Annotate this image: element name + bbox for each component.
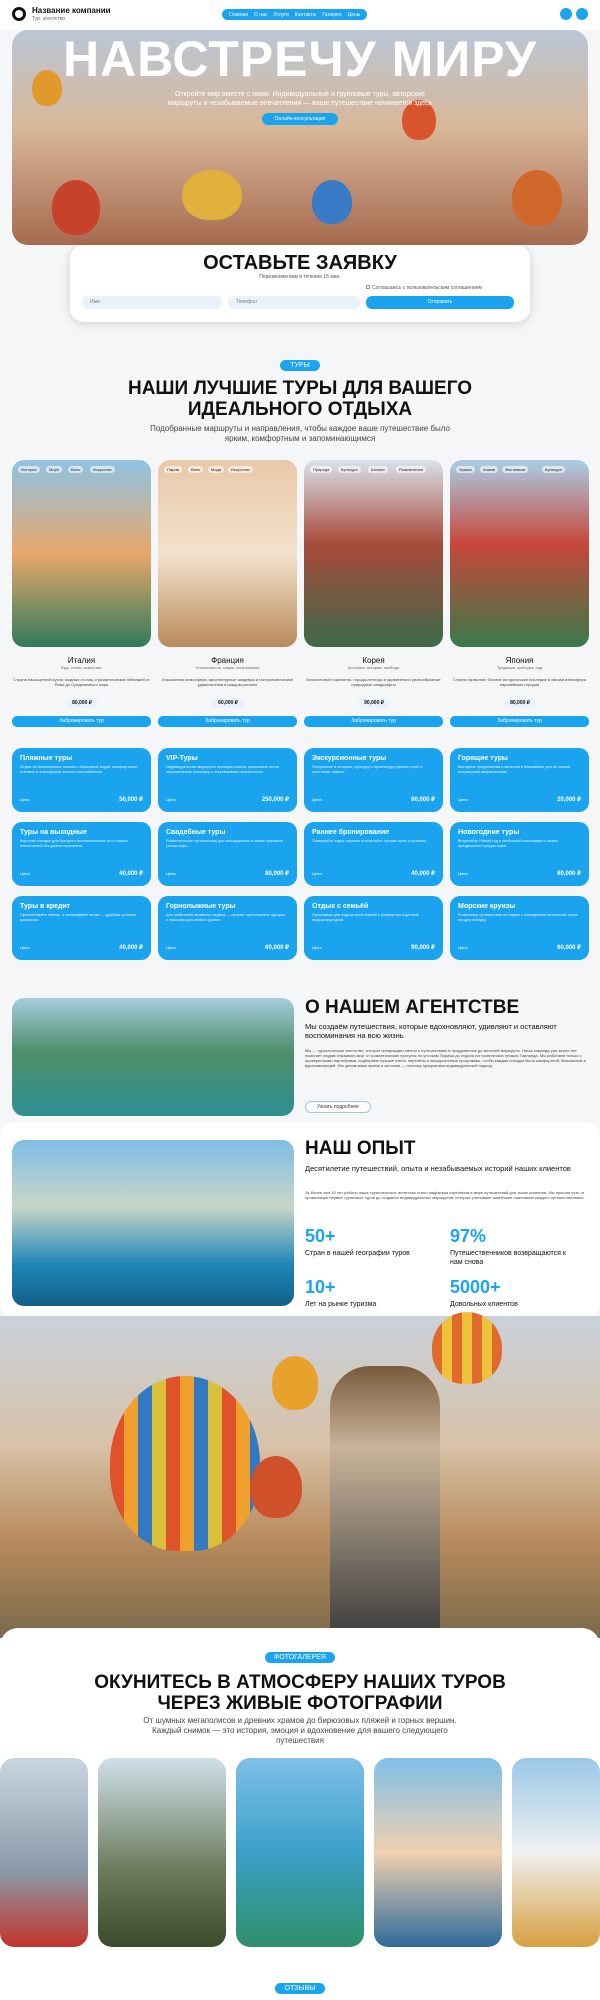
consultation-button[interactable]: Онлайн-консультация xyxy=(262,113,338,125)
tour-card-price: 250,000 ₽ xyxy=(261,797,289,803)
tour-card-title: Раннее бронирование xyxy=(312,829,390,836)
tour-card-price: 80,000 ₽ xyxy=(265,871,289,877)
tour-card-price: 60,000 ₽ xyxy=(265,945,289,951)
country-text: Страна гармонии: богатое историческое наследие и мягкая атмосфера европейских городов xyxy=(453,677,586,687)
reviews-badge: ОТЗЫВЫ xyxy=(275,1983,325,1994)
experience-lead: Десятилетие путешествий, опыта и незабываемых историй наших клиентов xyxy=(305,1164,571,1173)
tour-card[interactable] xyxy=(12,896,151,960)
tour-card-title: Горнолыжные туры xyxy=(166,903,236,910)
stat-number: 50+ xyxy=(305,1226,336,1246)
balloon-icon xyxy=(52,180,100,235)
tour-card-desc: Выгодные предложения с вылетом в ближайшие дни по самым популярным направлениям. xyxy=(458,765,571,774)
nav-item-services[interactable]: Услуги xyxy=(273,11,289,18)
country-card-france[interactable] xyxy=(158,460,297,647)
tag: Париж xyxy=(164,466,182,473)
tag: Шопинг xyxy=(368,466,388,473)
tour-card[interactable] xyxy=(12,822,151,886)
tour-card-title: Свадебные туры xyxy=(166,829,226,836)
tour-card-desc: Планируйте отдых заранее и получайте лучшие цены и условия. xyxy=(312,839,427,843)
nav-item-prices[interactable]: Цены xyxy=(347,11,361,18)
tour-card-price: 90,000 ₽ xyxy=(411,945,435,951)
tag: Культура xyxy=(542,466,565,473)
phone-field[interactable]: Телефон xyxy=(228,296,360,309)
gallery-subtitle: От шумных мегаполисов и древних храмов до бирюзовых пляжей и горных вершин. Каждый снимок — это история, эмоция и вдохновение для вашего следующего путешествия xyxy=(143,1716,457,1745)
country-card-italy[interactable] xyxy=(12,460,151,647)
main-nav xyxy=(222,9,367,20)
book-tour-button[interactable]: Забронировать тур xyxy=(450,716,589,727)
tag: Культура xyxy=(338,466,361,473)
balloon-icon xyxy=(432,1312,502,1384)
nav-item-home[interactable]: Главная xyxy=(229,11,249,18)
tour-card-desc: Программы для отдыха всей семьей с комфортом и детской инфраструктурой. xyxy=(312,913,419,922)
country-name: Корея xyxy=(362,656,385,665)
tour-card-title: Экскурсионные туры xyxy=(312,755,387,762)
logo-icon[interactable] xyxy=(12,7,26,21)
gallery-photo[interactable] xyxy=(98,1758,226,1947)
form-subtitle: Перезвоним вам в течение 15 мин. xyxy=(259,274,341,280)
tour-card-price-label: Цена xyxy=(20,797,30,802)
experience-title: НАШ ОПЫТ xyxy=(305,1138,416,1159)
country-price: 80,000 ₽ xyxy=(66,698,98,708)
balloon-icon xyxy=(512,170,562,226)
name-field[interactable]: Имя xyxy=(82,296,222,309)
country-text: Бесконечные горизонты, города-легенды и удивительно разнообразные природные ландшафты xyxy=(306,677,441,687)
tag: Вино xyxy=(68,466,83,473)
gallery-photo[interactable] xyxy=(0,1758,88,1947)
book-tour-button[interactable]: Забронировать тур xyxy=(304,716,443,727)
balloons-photo xyxy=(0,1316,600,1638)
tour-card-desc: Погружение в историю, культуру и архитектуру разных стран с опытными гидами. xyxy=(312,765,423,774)
tour-card-title: Пляжные туры xyxy=(20,755,73,762)
stat-number: 5000+ xyxy=(450,1277,501,1297)
tour-card-price-label: Цена xyxy=(20,945,30,950)
tour-card-title: Горящие туры xyxy=(458,755,508,762)
about-text: Мы — туристическое агентство, которое превращает мечты о путешествиях в продуманные до мелочей маршруты. Наша команда уже много лет помогает людям открывать мир: от романтических прогулок по улочкам Парижа до отдыха на тропических пляжах Таиланда. Мы работаем только с проверенными партнёрами, подбираем лучшие отели, перелёты и экскурсионные программы, чтобы каждая поездка была комфортной, безопасной и вдохновляющей. Мы ценим ваше время и желания — поэтому предлагаем индивидуальный подход. xyxy=(305,1048,586,1068)
country-card-japan[interactable] xyxy=(450,460,589,647)
tour-card-desc: Путешествуйте сейчас, а оплачивайте позже — удобные условия рассрочки. xyxy=(20,913,137,922)
country-price: 90,000 ₽ xyxy=(358,698,390,708)
tour-card[interactable] xyxy=(450,822,589,886)
tour-card-price: 60,000 ₽ xyxy=(411,797,435,803)
tag: Развлечения xyxy=(396,466,426,473)
consent-checkbox[interactable] xyxy=(366,285,370,289)
tag: Искусство xyxy=(228,466,253,473)
country-name: Япония xyxy=(505,656,534,665)
tour-card-desc: Для любителей активного отдыха — лучшие горнолыжные курорты с трассами для любого уровня. xyxy=(166,913,286,922)
about-title: О НАШЕМ АГЕНТСТВЕ xyxy=(305,997,520,1018)
tour-card-price: 20,000 ₽ xyxy=(557,797,581,803)
tour-card-title: Туры в кредит xyxy=(20,903,71,910)
tour-card-desc: Романтические путешествия для молодоженов в самые красивые уголки мира. xyxy=(166,839,283,848)
gallery-photo[interactable] xyxy=(512,1758,600,1947)
tour-card-title: Новогодние туры xyxy=(458,829,520,836)
hero-title: НАВСТРЕЧУ МИРУ xyxy=(62,31,538,87)
tour-card-price: 40,000 ₽ xyxy=(119,871,143,877)
tour-card[interactable] xyxy=(12,748,151,812)
tour-card-price-label: Цена xyxy=(458,871,468,876)
country-desc: Контраст, история, свобода xyxy=(347,665,400,670)
balloon-icon xyxy=(312,180,352,224)
stat-label: Стран в нашей географии туров xyxy=(305,1250,410,1257)
consent-label: Соглашаюсь с пользовательским соглашением xyxy=(372,285,482,291)
balloon-icon xyxy=(272,1356,318,1410)
stat-label: Довольных клиентов xyxy=(450,1301,518,1308)
tour-card[interactable] xyxy=(450,896,589,960)
country-desc: Традиции, культура, сад xyxy=(496,665,543,670)
about-image xyxy=(12,998,294,1116)
tour-card[interactable] xyxy=(450,748,589,812)
tour-card-desc: Короткие поездки для быстрого восстановления сил и новых впечатлений без долгих перелетов. xyxy=(20,839,128,848)
nav-item-gallery[interactable]: Галерея xyxy=(322,11,342,18)
tour-card-price: 40,000 ₽ xyxy=(119,945,143,951)
company-tagline: Тур. агентство xyxy=(32,16,66,22)
tour-card-price-label: Цена xyxy=(20,871,30,876)
tour-card-title: Туры на выходные xyxy=(20,829,87,836)
tour-card-desc: Роскошные путешествия по морям с посещением нескольких стран за одну поездку. xyxy=(458,913,578,922)
tour-card[interactable] xyxy=(304,896,443,960)
tag: Искусство xyxy=(90,466,115,473)
company-name: Название компании xyxy=(32,6,111,15)
tour-card-price-label: Цена xyxy=(166,871,176,876)
country-desc: Утонченность, шарм, гастрономия xyxy=(195,665,260,670)
tag: Мода xyxy=(208,466,224,473)
tour-card[interactable] xyxy=(158,748,297,812)
tour-card[interactable] xyxy=(304,748,443,812)
country-name: Италия xyxy=(67,656,96,665)
gallery-title: ОКУНИТЕСЬ В АТМОСФЕРУ НАШИХ ТУРОВ ЧЕРЕЗ ЖИВЫЕ ФОТОГРАФИИ xyxy=(94,1672,506,1714)
tour-card-title: VIP-Туры xyxy=(166,755,198,762)
tour-card-price-label: Цена xyxy=(166,797,176,802)
tour-card-price-label: Цена xyxy=(458,945,468,950)
tour-card-price-label: Цена xyxy=(312,871,322,876)
tour-card[interactable] xyxy=(304,822,443,886)
country-card-korea[interactable] xyxy=(304,460,443,647)
gallery-badge: ФОТОГАЛЕРЕЯ xyxy=(265,1652,335,1663)
stat-label: Путешественников возвращаются к нам снова xyxy=(450,1250,566,1266)
balloon-icon xyxy=(110,1376,260,1551)
nav-item-contacts[interactable]: Контакты xyxy=(294,11,317,18)
balloon-icon xyxy=(250,1456,302,1518)
about-lead: Мы создаём путешествия, которые вдохновляют, удивляют и оставляют воспоминания на всю жизнь xyxy=(305,1022,557,1040)
gallery-photo[interactable] xyxy=(374,1758,502,1947)
balloon-icon xyxy=(182,170,242,220)
country-price: 60,000 ₽ xyxy=(212,698,244,708)
tag: Храмы xyxy=(456,466,475,473)
learn-more-button[interactable]: Узнать подробнее xyxy=(305,1101,371,1113)
stat-number: 97% xyxy=(450,1226,487,1246)
tour-card[interactable] xyxy=(158,896,297,960)
tour-card-price-label: Цена xyxy=(166,945,176,950)
book-tour-button[interactable]: Забронировать тур xyxy=(12,716,151,727)
tour-card[interactable] xyxy=(158,822,297,886)
phone-icon[interactable] xyxy=(560,8,572,20)
messenger-icon[interactable] xyxy=(576,8,588,20)
country-name: Франция xyxy=(211,656,244,665)
tours-subtitle: Подобранные маршруты и направления, чтобы каждое ваше путешествие было ярким, комфортным и запоминающимся xyxy=(150,424,450,443)
tour-card-price: 50,000 ₽ xyxy=(119,797,143,803)
tour-card-price: 60,000 ₽ xyxy=(557,945,581,951)
tour-card-desc: Встречайте Новый год в необычной атмосфере в самых праздничных городах мира. xyxy=(458,839,558,848)
tag: Море xyxy=(46,466,62,473)
stat-number: 10+ xyxy=(305,1277,336,1297)
tag: История xyxy=(18,466,40,473)
tour-card-price: 40,000 ₽ xyxy=(411,871,435,877)
tag: Фестивали xyxy=(502,466,528,473)
nav-item-about[interactable]: О нас xyxy=(254,11,268,18)
country-text: Страна насыщенной кухни, модных столиц и романтических пейзажей от Рима до Средиземного моря xyxy=(13,677,150,687)
gallery-photo[interactable] xyxy=(236,1758,364,1947)
form-title: ОСТАВЬТЕ ЗАЯВКУ xyxy=(203,252,397,274)
tour-card-desc: Отдых на белоснежных пляжах с бирюзовой водой, комфортными отелями и атмосферой полного расслабления. xyxy=(20,765,138,774)
tag: Природа xyxy=(310,466,332,473)
tag: Аниме xyxy=(480,466,498,473)
tour-card-price: 60,000 ₽ xyxy=(557,871,581,877)
country-price: 80,000 ₽ xyxy=(504,698,536,708)
traveler-figure xyxy=(330,1366,440,1638)
stat-label: Лет на рынке туризма xyxy=(305,1301,377,1308)
tours-title: НАШИ ЛУЧШИЕ ТУРЫ ДЛЯ ВАШЕГО ИДЕАЛЬНОГО ОТДЫХА xyxy=(127,378,472,420)
tour-card-desc: Индивидуальные маршруты премиум-класса, роскошные отели, персональный трансфер и эксклюзивные впечатления. xyxy=(166,765,280,774)
book-tour-button[interactable]: Забронировать тур xyxy=(158,716,297,727)
hero-subtitle: Откройте мир вместе с нами. Индивидуальные и групповые туры, авторские маршруты и незабываемые впечатления — ваше путешествие начинается здесь xyxy=(167,91,433,107)
tour-card-price-label: Цена xyxy=(312,945,322,950)
experience-image xyxy=(12,1140,294,1306)
submit-button[interactable]: Отправить xyxy=(366,296,514,309)
tag: Вино xyxy=(188,466,203,473)
tour-card-title: Отдых с семьёй xyxy=(312,903,369,910)
country-desc: Еда, стиль, искусство xyxy=(61,665,102,670)
experience-text: За более чем 10 лет работы наше туристическое агентство стало надёжным партнёром в мире путешествий для тысяч клиентов. Мы прошли путь от организации первых групповых туров до создания индивидуальных маршрутов, которые учитывают малейшие пожелания каждого путешественника. xyxy=(305,1190,585,1200)
tours-badge: ТУРЫ xyxy=(280,360,320,371)
tour-card-price-label: Цена xyxy=(458,797,468,802)
tour-card-title: Морские круизы xyxy=(458,903,516,910)
country-text: Изысканная атмосфера, архитектурные шедевры и гастрономические удовольствия в каждом регионе xyxy=(161,677,294,687)
tour-card-price-label: Цена xyxy=(312,797,322,802)
